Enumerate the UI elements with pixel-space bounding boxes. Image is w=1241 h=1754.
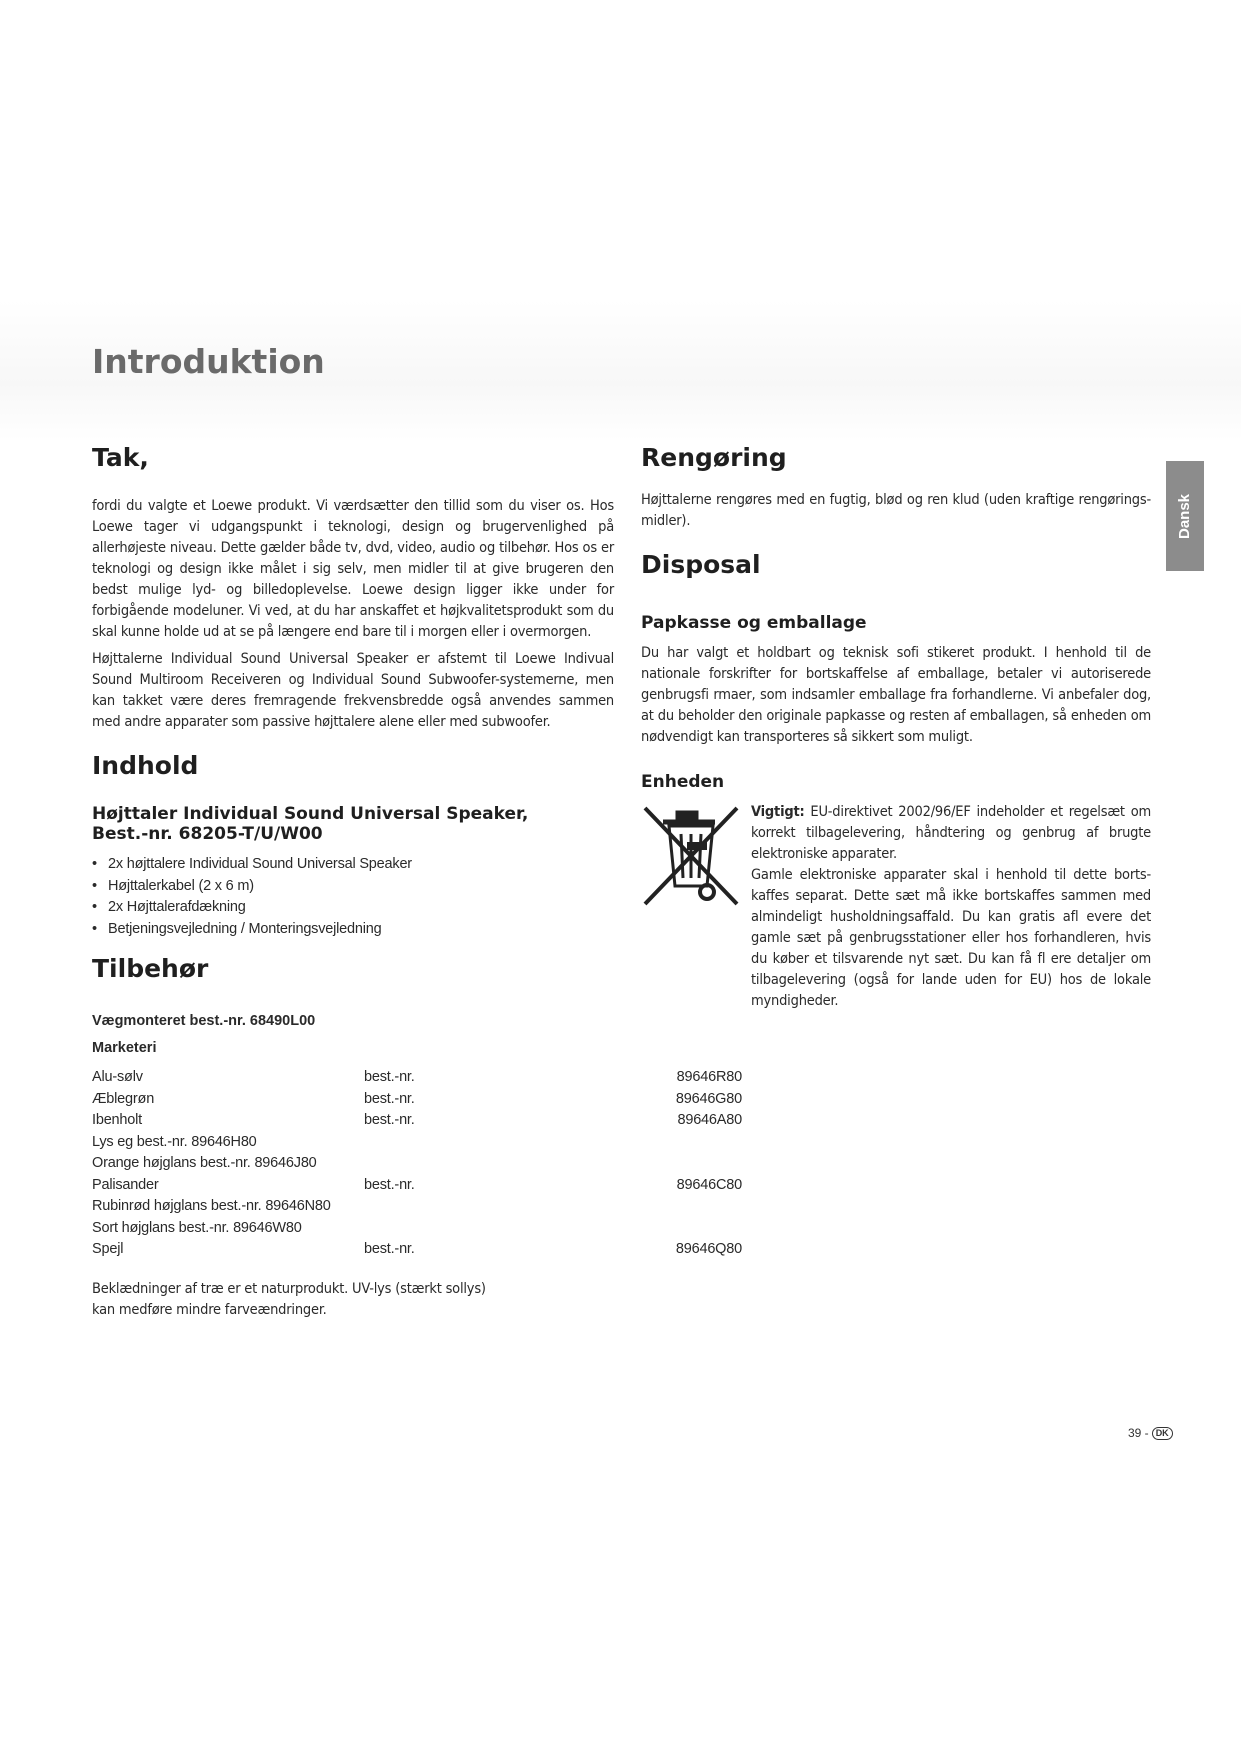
table-row: Lys eg best.-nr. 89646H80 [92,1133,257,1150]
indhold-subheading-line2: Best.-nr. 68205-T/U/W00 [92,824,323,844]
crossed-out-bin-icon [641,806,741,910]
bullet-icon: • [92,877,97,894]
disposal-heading: Disposal [641,550,761,579]
language-tab-label: Dansk [1176,493,1194,539]
list-item: • 2x Højttalerafdækning [92,897,614,919]
table-row: Rubinrød højglans best.-nr. 89646N80 [92,1198,331,1214]
enheden-text-1: Vigtigt: EU-direktivet 2002/96/EF indeholder et regelsæt om korrekt tilbagelevering, håndtering og genbrug af brugte elektroniske apparater. [751,804,1151,862]
right-column [641,443,1151,1014]
tak-paragraph-2: Højttalerne Individual Sound Universal Speaker er afstemt til Loewe Indivual Sound Multiroom Receiveren og Individual Sound Subwoofer-systemerne, men kan takket være deres fremragende frekvensbredde også anvendes sammen med andre apparater som passive højttalere alene eller med subwoofer. [92,651,614,730]
tak-paragraph-1: fordi du valgte et Loewe produkt. Vi værdsætter den tillid som du viser os. Hos Loewe tager vi udgangspunkt i teknologi, design og brugervenlighed på allerhøjeste niveau. Dette gælder både tv, dvd, video, audio og tilbehør. Hos os er teknologi og design ikke målet i sig selv, men midler til at give brugeren den bedst mulige lyd- og billedoplevelse. Loewe design ligger ikke under for forbigående modeluner. Vi ved, at du har anskaffet et højkvalitetsprodukt som du skal kunne holde ud at se på længere end bare til i morgen eller i overmorgen. [92,498,614,640]
contents-list [92,854,614,940]
indhold-subheading-line1: Højttaler Individual Sound Universal Speaker, [92,804,529,824]
tak-heading: Tak, [92,443,149,472]
language-tab [1166,461,1204,571]
bullet-icon: • [92,856,97,872]
page-footer [1128,1426,1173,1440]
indhold-subheading [92,804,614,844]
enheden-block [641,802,1151,1014]
table-row: Alu-sølv best.-nr. 89646R80 [92,1069,742,1085]
marketeri-heading: Marketeri [92,1040,157,1056]
page-number: 39 - [1128,1426,1149,1440]
rengoring-heading: Rengøring [641,443,787,472]
tilbehor-heading: Tilbehør [92,954,209,983]
papkasse-text: Du har valgt et holdbart og teknisk sofi stikeret produkt. I henhold til de nationale forskrifter for bortskaffelse af emballage, betaler vi autoriserede genbrugsfi rmaer, som indsamler emballage fra forhandlerne. Vi anbefaler dog, at du beholder den originale papkasse og resten af emballagen, så enheden om nødvendigt kan transporteres så sikkert som muligt. [641,645,1151,745]
bullet-icon: • [92,920,97,937]
indhold-heading: Indhold [92,751,199,780]
papkasse-heading: Papkasse og emballage [641,613,867,633]
country-badge: DK [1152,1427,1173,1440]
enheden-text-block [751,802,1151,1012]
table-row: Sort højglans best.-nr. 89646W80 [92,1219,302,1236]
page-title: Introduktion [92,342,325,381]
table-row: Spejl best.-nr. 89646Q80 [92,1241,742,1257]
table-row: Palisander best.-nr. 89646C80 [92,1176,742,1193]
list-item: • Betjeningsvejledning / Monteringsvejledning [92,919,614,941]
bullet-icon: • [92,899,97,915]
list-item: • 2x højttalere Individual Sound Universal Speaker [92,854,614,876]
important-label: Vigtigt: [751,804,805,820]
finishes-table [92,1067,742,1261]
wall-mount-line: Vægmonteret best.-nr. 68490L00 [92,1013,316,1029]
list-item: • Højttalerkabel (2 x 6 m) [92,876,614,898]
enheden-text-2: Gamle elektroniske apparater skal i henhold til dette borts-kaffes separat. Dette sæt må ikke bortskaffes sammen med almindeligt husholdningsaffald. Du kan gratis afl evere det gamle sæt på genbrugsstationer eller hos forhandleren, hvis du køber et tilsvarende nyt sæt. Du kan få fl ere detaljer om tilbagelevering (også for lande uden for EU) hos de lokale myndigheder. [751,867,1151,1009]
table-row: Ibenholt best.-nr. 89646A80 [92,1112,742,1128]
wood-note: Beklædninger af træ er et naturprodukt. UV-lys (stærkt sollys) kan medføre mindre farveændringer. [92,1280,486,1318]
rengoring-text: Højttalerne rengøres med en fugtig, blød og ren klud (uden kraftige rengørings-midler). [641,492,1151,529]
table-row: Æblegrøn best.-nr. 89646G80 [92,1090,742,1107]
table-row: Orange højglans best.-nr. 89646J80 [92,1155,317,1171]
enheden-heading: Enheden [641,772,725,792]
